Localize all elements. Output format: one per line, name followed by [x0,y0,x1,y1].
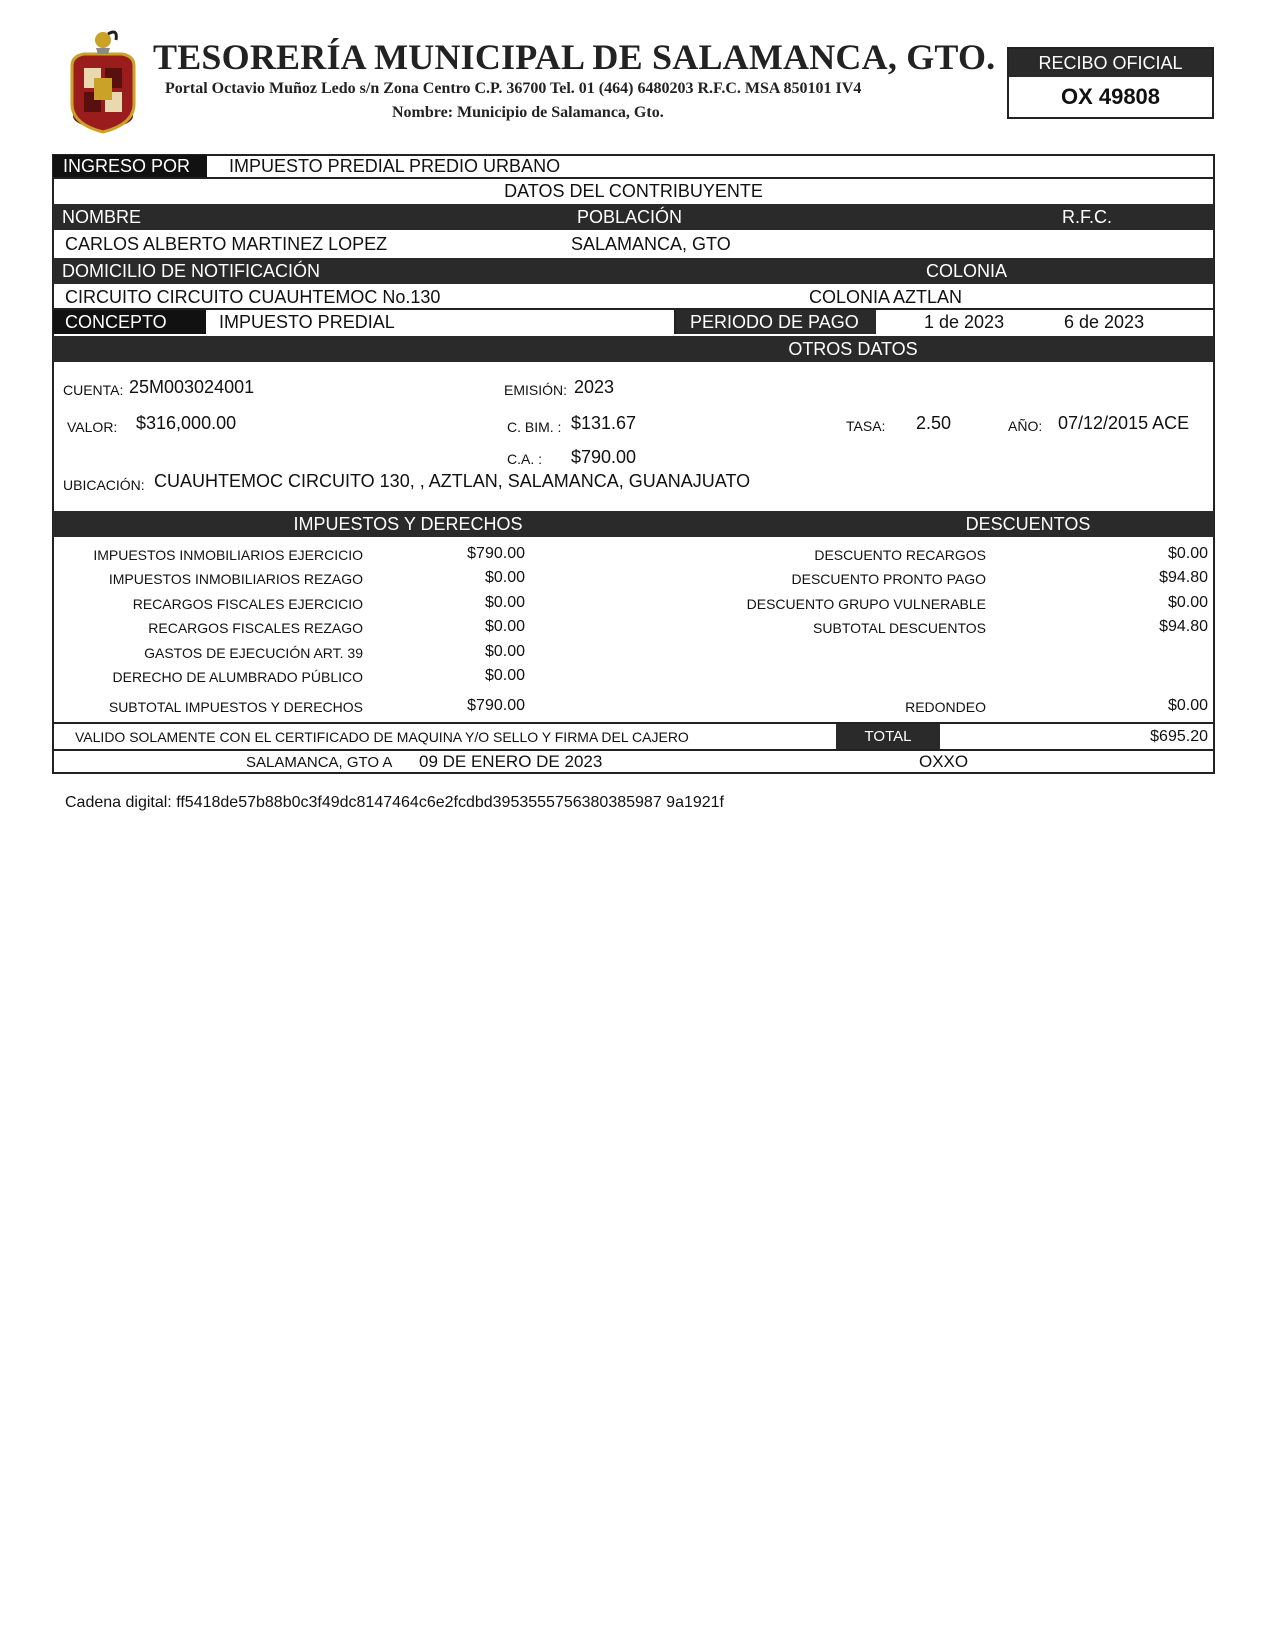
contribuyente-title-row [53,179,1214,203]
lugar-row [53,751,1214,773]
tasa-label: TASA: [846,418,886,434]
impuesto-item-value: $0.00 [484,667,525,684]
cuenta-label: CUENTA: [63,382,124,398]
concepto-label: CONCEPTO [53,310,206,334]
impuesto-item-label: RECARGOS FISCALES REZAGO [148,620,363,636]
ca-value: $790.00 [571,447,637,467]
impuesto-item-label: DERECHO DE ALUMBRADO PÚBLICO [112,669,363,685]
address-line: Portal Octavio Muñoz Ledo s/n Zona Centro C.P. 36700 Tel. 01 (464) 6480203 R.F.C. MSA 850101 IV4 [165,80,862,97]
contribuyente-header-row [53,204,1214,230]
nombre-label: NOMBRE [62,206,142,227]
contribuyente-values-row [53,232,1214,256]
lugar-text: SALAMANCA, GTO A [246,753,393,771]
periodo-fin: 6 de 2023 [1064,311,1145,332]
total-label: TOTAL [836,724,940,749]
descuento-item-value: $94.80 [1159,569,1208,586]
cuenta-value: 25M003024001 [129,377,255,397]
valor-label: VALOR: [67,419,118,435]
concepto-value: IMPUESTO PREDIAL [219,311,395,332]
poblacion-value: SALAMANCA, GTO [571,233,731,254]
impuesto-item-label: SUBTOTAL IMPUESTOS Y DERECHOS [108,699,363,715]
ubicacion-label: UBICACIÓN: [63,477,145,493]
periodo-inicio: 1 de 2023 [924,311,1005,332]
colonia-label: COLONIA [926,260,1008,281]
domicilio-value: CIRCUITO CIRCUITO CUAUHTEMOC No.130 [65,286,441,307]
redondeo-label: REDONDEO [905,699,986,715]
cbim-label: C. BIM. : [507,419,562,435]
impuestos-title: IMPUESTOS Y DERECHOS [293,513,523,534]
receipt-label: RECIBO OFICIAL [1009,49,1212,77]
impuesto-item-label: IMPUESTOS INMOBILIARIOS EJERCICIO [93,547,363,563]
receipt-box [1007,47,1214,119]
impuestos-header-row [53,511,1214,537]
anio-value: 07/12/2015 ACE [1058,413,1190,433]
descuento-item-label: SUBTOTAL DESCUENTOS [813,620,986,636]
ingreso-row [53,155,1214,177]
ca-label: C.A. : [507,451,543,467]
impuesto-item-value: $790.00 [467,697,525,714]
emision-label: EMISIÓN: [504,382,568,398]
name-line: Nombre: Municipio de Salamanca, Gto. [392,104,664,121]
ingreso-label: INGRESO POR [53,155,207,177]
impuesto-item-value: $0.00 [484,569,525,586]
tasa-value: 2.50 [916,413,952,433]
poblacion-label: POBLACIÓN [577,206,683,227]
domicilio-label: DOMICILIO DE NOTIFICACIÓN [62,260,321,281]
cadena-label: Cadena digital: [65,794,172,811]
descuento-item-value: $0.00 [1167,594,1208,611]
valor-value: $316,000.00 [136,413,237,433]
municipal-crest-logo [64,26,142,138]
descuento-item-value: $0.00 [1167,545,1208,562]
descuento-item-label: DESCUENTO PRONTO PAGO [791,571,986,587]
domicilio-header-row [53,258,1214,284]
concepto-row [53,310,1214,334]
impuesto-item-value: $0.00 [484,618,525,635]
emision-value: 2023 [574,377,615,397]
page-title: TESORERÍA MUNICIPAL DE SALAMANCA, GTO. [153,37,996,77]
receipt-number: OX 49808 [1060,84,1161,109]
impuesto-item-value: $790.00 [467,545,525,562]
redondeo-value: $0.00 [1167,697,1208,714]
fecha-text: 09 DE ENERO DE 2023 [419,752,603,771]
colonia-value: COLONIA AZTLAN [809,286,963,307]
rfc-label: R.F.C. [1062,206,1113,227]
contribuyente-title: DATOS DEL CONTRIBUYENTE [504,180,763,201]
total-value: $695.20 [1150,727,1208,745]
valido-text: VALIDO SOLAMENTE CON EL CERTIFICADO DE MAQUINA Y/O SELLO Y FIRMA DEL CAJERO [75,728,689,745]
otros-header-row [53,336,1214,362]
descuento-item-label: DESCUENTO GRUPO VULNERABLE [746,596,986,612]
impuesto-item-value: $0.00 [484,594,525,611]
descuentos-title: DESCUENTOS [965,513,1091,534]
ubicacion-value: CUAUHTEMOC CIRCUITO 130, , AZTLAN, SALAMANCA, GUANAJUATO [154,471,751,491]
nombre-value: CARLOS ALBERTO MARTINEZ LOPEZ [65,233,388,254]
periodo-label: PERIODO DE PAGO [676,310,876,334]
descuento-item-value: $94.80 [1159,618,1208,635]
otros-title: OTROS DATOS [788,338,918,359]
domicilio-values-row [53,286,1214,308]
anio-label: AÑO: [1008,418,1043,434]
impuesto-item-value: $0.00 [484,643,525,660]
impuesto-item-label: RECARGOS FISCALES EJERCICIO [132,596,363,612]
impuesto-item-label: IMPUESTOS INMOBILIARIOS REZAGO [108,571,363,587]
cajero-text: OXXO [919,752,969,771]
valido-row [53,724,1214,749]
cadena-digital [65,794,724,812]
descuento-item-label: DESCUENTO RECARGOS [814,547,986,563]
ingreso-value: IMPUESTO PREDIAL PREDIO URBANO [229,155,561,176]
impuesto-item-label: GASTOS DE EJECUCIÓN ART. 39 [144,645,363,661]
cbim-value: $131.67 [571,413,637,433]
cadena-value: ff5418de57b88b0c3f49dc8147464c6e2fcdbd3953555756380385987 9a1921f [176,794,724,811]
